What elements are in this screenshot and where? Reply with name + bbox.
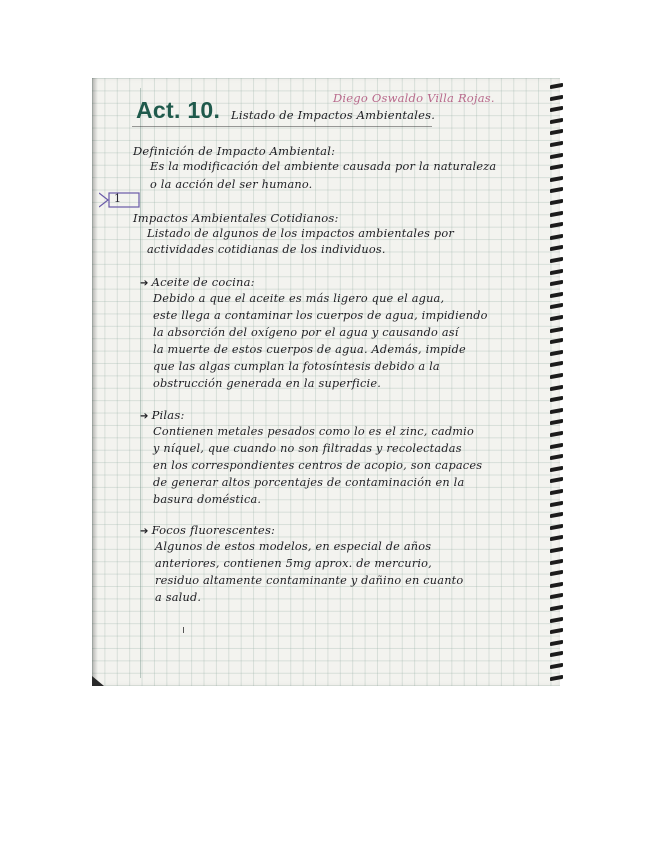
spiral-coil — [550, 338, 563, 344]
spiral-coil — [550, 593, 563, 599]
item-heading-batteries: ➔ Pilas: — [140, 408, 185, 422]
spiral-coil — [550, 280, 563, 286]
oil-line-4: la muerte de estos cuerpos de agua. Además, impide — [153, 343, 466, 356]
oil-line-5: que las algas cumplan la fotosíntesis debido a la — [153, 360, 440, 373]
spiral-coil — [550, 94, 563, 100]
spiral-coil — [550, 396, 563, 402]
batteries-line-5: basura doméstica. — [153, 493, 262, 506]
spiral-coil — [550, 570, 563, 576]
spiral-coil — [550, 558, 563, 564]
spiral-coil — [550, 292, 563, 298]
spiral-coil — [550, 616, 563, 622]
spiral-coil — [550, 477, 563, 483]
margin-line — [140, 88, 141, 678]
spiral-coil — [550, 187, 563, 193]
corner-fold — [92, 676, 104, 686]
spiral-coil — [550, 176, 563, 182]
spiral-coil — [550, 129, 563, 135]
activity-subtitle: Listado de Impactos Ambientales. — [231, 108, 436, 122]
spiral-coil — [550, 361, 563, 367]
definition-line-2: o la acción del ser humano. — [150, 178, 313, 191]
batteries-line-3: en los correspondientes centros de acopio, son capaces — [153, 459, 483, 472]
spiral-coil — [550, 454, 563, 460]
spiral-coil — [550, 442, 563, 448]
section-number: 1 — [114, 192, 121, 205]
spiral-coil — [550, 350, 563, 356]
spiral-coil — [550, 257, 563, 263]
batteries-line-4: de generar altos porcentajes de contaminación en la — [153, 476, 465, 489]
spiral-coil — [550, 303, 563, 309]
spiral-coil — [550, 245, 563, 251]
batteries-line-2: y níquel, que cuando no son filtradas y recolectadas — [153, 442, 462, 455]
spiral-coil — [550, 408, 563, 414]
spiral-coil — [550, 384, 563, 390]
bulbs-line-3: residuo altamente contaminante y dañino en cuanto — [155, 574, 464, 587]
activity-title: Act. 10. — [136, 97, 221, 123]
spiral-coil — [550, 535, 563, 541]
spiral-coil — [550, 605, 563, 611]
pen-mark — [183, 627, 184, 633]
daily-heading: Impactos Ambientales Cotidianos: — [133, 211, 339, 225]
spiral-coil — [550, 199, 563, 205]
arrow-icon: ➔ — [140, 411, 149, 422]
spiral-coil — [550, 152, 563, 158]
oil-line-6: obstrucción generada en la superficie. — [153, 377, 382, 390]
spiral-coil — [550, 118, 563, 124]
spiral-coil — [550, 141, 563, 147]
spiral-coil — [550, 326, 563, 332]
spiral-coil — [550, 164, 563, 170]
spiral-coil — [550, 234, 563, 240]
spiral-coil — [550, 674, 563, 680]
bulbs-line-4: a salud. — [155, 591, 202, 604]
spiral-coil — [550, 547, 563, 553]
spiral-coil — [550, 210, 563, 216]
section-marker — [99, 192, 141, 208]
bulbs-line-2: anteriores, contienen 5mg aprox. de mercurio, — [155, 557, 432, 570]
spiral-coil — [550, 373, 563, 379]
author-name: Diego Oswaldo Villa Rojas. — [333, 91, 495, 105]
spiral-coil — [550, 431, 563, 437]
spiral-coil — [550, 512, 563, 518]
spiral-coil — [550, 222, 563, 228]
arrow-icon: ➔ — [140, 278, 149, 289]
spiral-coil — [550, 628, 563, 634]
spiral-coil — [550, 500, 563, 506]
spiral-binding — [548, 78, 566, 686]
item-heading-bulbs: ➔ Focos fluorescentes: — [140, 523, 276, 537]
spiral-coil — [550, 315, 563, 321]
item-heading-oil: ➔ Aceite de cocina: — [140, 275, 255, 289]
daily-line-1: Listado de algunos de los impactos ambientales por — [147, 227, 454, 240]
spiral-coil — [550, 466, 563, 472]
spiral-coil — [550, 663, 563, 669]
definition-heading: Definición de Impacto Ambiental: — [133, 144, 336, 158]
spiral-coil — [550, 651, 563, 657]
spiral-coil — [550, 106, 563, 112]
page-shadow — [92, 78, 98, 686]
oil-line-3: la absorción del oxígeno por el agua y causando así — [153, 326, 459, 339]
definition-line-1: Es la modificación del ambiente causada por la naturaleza — [150, 160, 497, 173]
spiral-coil — [550, 489, 563, 495]
oil-line-1: Debido a que el aceite es más ligero que el agua, — [153, 292, 445, 305]
spiral-coil — [550, 524, 563, 530]
spiral-coil — [550, 268, 563, 274]
title-underline — [132, 126, 432, 127]
spiral-coil — [550, 582, 563, 588]
bulbs-line-1: Algunos de estos modelos, en especial de años — [155, 540, 432, 553]
oil-line-2: este llega a contaminar los cuerpos de agua, impidiendo — [153, 309, 488, 322]
spiral-coil — [550, 640, 563, 646]
spiral-coil — [550, 419, 563, 425]
arrow-icon: ➔ — [140, 526, 149, 537]
batteries-line-1: Contienen metales pesados como lo es el zinc, cadmio — [153, 425, 474, 438]
spiral-coil — [550, 83, 563, 89]
daily-line-2: actividades cotidianas de los individuos. — [147, 243, 386, 256]
